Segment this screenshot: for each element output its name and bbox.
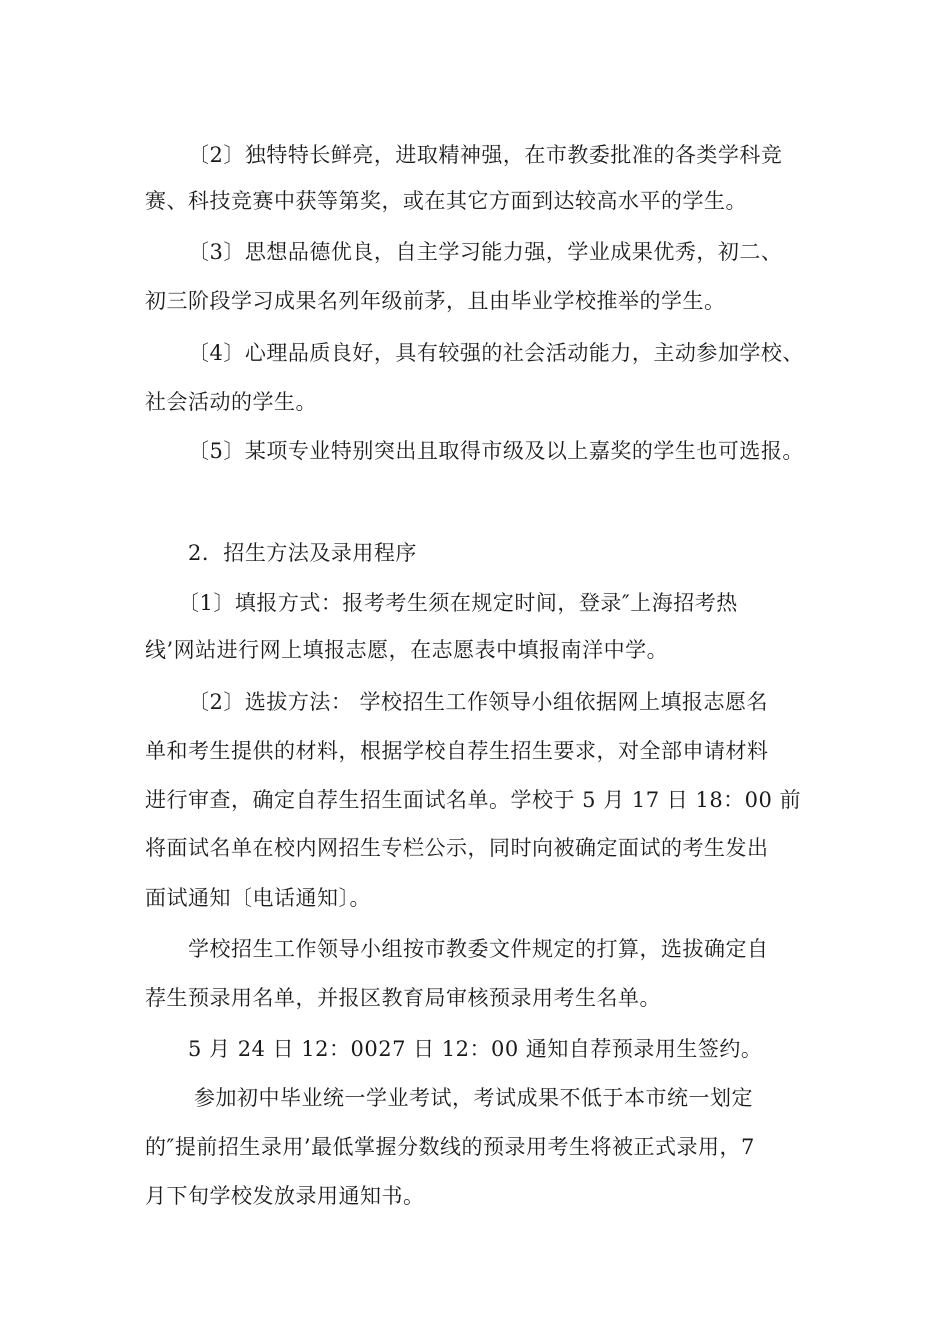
section-heading: 2．招生方法及录用程序 xyxy=(188,541,417,565)
paragraph-line: 将面试名单在校内网招生专栏公示，同时向被确定面试的考生发出 xyxy=(145,836,769,860)
paragraph-line: 〔2〕独特特长鲜亮，进取精神强，在市教委批准的各类学科竞 xyxy=(188,143,783,167)
paragraph-line: 进行审查，确定自荐生招生面试名单。学校于 5 月 17 日 18：00 前 xyxy=(145,788,802,812)
paragraph-line: 面试通知〔电话通知〕。 xyxy=(145,886,371,910)
paragraph-line: 线’网站进行网上填报志愿，在志愿表中填报南洋中学。 xyxy=(145,638,669,662)
paragraph-line: 月下旬学校发放录用通知书。 xyxy=(145,1184,425,1208)
paragraph-line: 赛、科技竞赛中获等第奖，或在其它方面到达较高水平的学生。 xyxy=(145,189,747,213)
paragraph-line: 〔5〕某项专业特别突出且取得市级及以上嘉奖的学生也可选报。 xyxy=(188,439,804,463)
paragraph-line: 〔1〕填报方式：报考考生须在规定时间，登录″上海招考热 xyxy=(178,591,738,615)
paragraph-line: 〔2〕选拔方法： 学校招生工作领导小组依据网上填报志愿名 xyxy=(188,690,769,714)
paragraph-line: 〔3〕思想品德优良，自主学习能力强，学业成果优秀，初二、 xyxy=(188,240,783,264)
paragraph-line: 的″提前招生录用’最低掌握分数线的预录用考生将被正式录用，7 xyxy=(145,1135,755,1159)
paragraph-line: 参加初中毕业统一学业考试，考试成果不低于本市统一划定 xyxy=(194,1086,753,1110)
paragraph-line: 初三阶段学习成果名列年级前茅，且由毕业学校推举的学生。 xyxy=(145,289,726,313)
paragraph-line: 单和考生提供的材料，根据学校自荐生招生要求，对全部申请材料 xyxy=(145,739,769,763)
paragraph-line: 社会活动的学生。 xyxy=(145,390,317,414)
paragraph-line: 〔4〕心理品质良好，具有较强的社会活动能力，主动参加学校、 xyxy=(188,341,804,365)
paragraph-line: 荐生预录用名单，并报区教育局审核预录用考生名单。 xyxy=(145,986,661,1010)
paragraph-line: 学校招生工作领导小组按市教委文件规定的打算，选拔确定自 xyxy=(188,937,769,961)
paragraph-line: 5 月 24 日 12：0027 日 12：00 通知自荐预录用生签约。 xyxy=(188,1037,763,1061)
